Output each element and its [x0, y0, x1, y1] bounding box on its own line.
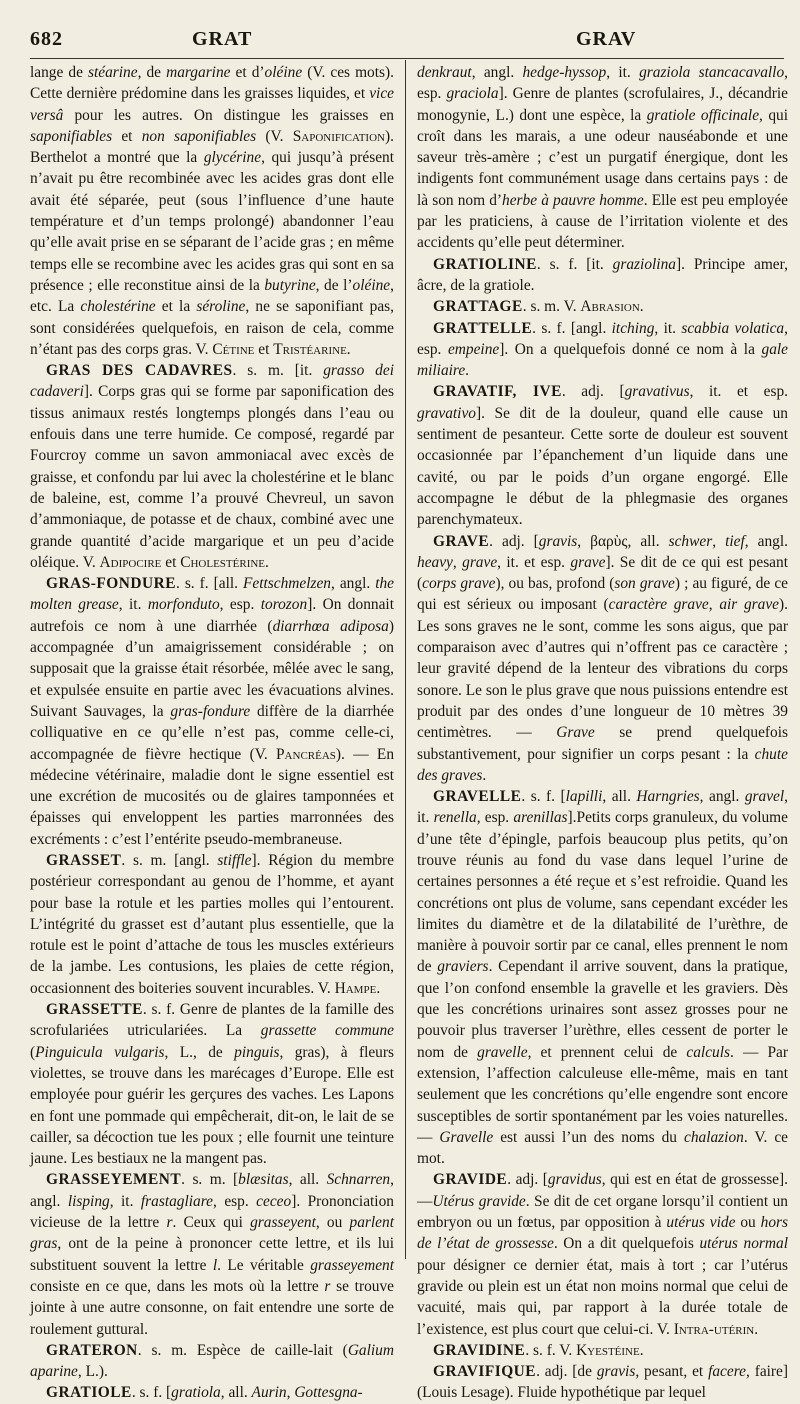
- header-right-word: GRAV: [576, 28, 637, 50]
- dictionary-entry: GRAS-FONDURE. s. f. [all. Fettschmelzen, angl. the molten grease, it. morfonduto, esp. torozon]. On donnait autrefois ce nom à une diarrhée (diarrhœa adiposa) accompagnée d’un amaigrissement considérable ; on supposait que la graisse était résorbée, mêlée avec le sang, et expulsée ensuite en partie avec les évacuations alvines. Suivant Sauvages, la gras-fondure diffère de la diarrhée colliquative en ce qu’elle n’est pas, comme celle-ci, accompagnée de fièvre hectique (V. Pancréas). — En médecine vétérinaire, maladie dont le signe essentiel est une excrétion de mucosités ou de glaires tamponnées et épaisses qui enveloppent les parties marronnées des excréments : c’est l’entérite pseudo-membraneuse.: [30, 575, 395, 848]
- running-header: [30, 28, 784, 58]
- dictionary-entry: GRAVELLE. s. f. [lapilli, all. Harngries, angl. gravel, it. renella, esp. arenillas].Petits corps granuleux, du volume d’une tête d’épingle, parfois beaucoup plus petits, qu’on trouve réunis au fond du vase dans lequel l’urine de certaines personnes a été reçue et s’est refroidie. Quand les concrétions ont plus de volume, sans cependant excéder les limites du diamètre et de la dilatabilité de l’urèthre, de manière à pouvoir sortir par ce canal, elles prennent le nom de graviers. Cependant il arrive souvent, dans la pratique, que l’on confond ensemble la gravelle et les graviers. Dès que les concrétions urinaires sont assez grosses pour ne pouvoir plus traverser l’urèthre, elles cessent de porter le nom de gravelle, et prennent celui de calculs. — Par extension, l’affection calculeuse elle-même, mais en tant seulement que les concrétions qu’elle engendre sont encore susceptibles de sortir spontanément par les voies naturelles. — Gravelle est aussi l’un des noms du chalazion. V. ce mot.: [417, 788, 788, 1168]
- dictionary-entry: GRAVIDE. adj. [gravidus, qui est en état de grossesse]. —Utérus gravide. Se dit de cet organe lorsqu’il contient un embryon ou un fœtus, par opposition à utérus vide ou hors de l’état de grossesse. On a dit quelquefois utérus normal pour désigner ce dernier état, mais à tort ; car l’utérus gravide ou plein est un état non moins normal que celui de vacuité, mais qui, par rapport à la durée totale de l’existence, est plus court que celui-ci. V. Intra-utérin.: [417, 1171, 788, 1338]
- dictionary-entry: GRASSETTE. s. f. Genre de plantes de la famille des scrofulariées utriculariées. La grassette commune (Pinguicula vulgaris, L., de pinguis, gras), à fleurs violettes, se trouve dans les marécages d’Europe. Elle est employée pour guérir les gerçures des vaches. Les Lapons en font une pommade qui empêcherait, dit-on, le lait de se cailler, sa décoction tue les poux ; elle fournit une teinture jaune. Les bestiaux ne la mangent pas.: [30, 1001, 394, 1168]
- dictionary-entry: GRASSET. s. m. [angl. stiffle]. Région du membre postérieur correspondant au genou de l’homme, et ayant pour base la rotule et les parties molles qui l’entourent. L’intégrité du grasset est d’autant plus essentielle, que la rotule est le point d’attache de tous les muscles extérieurs de la jambe. Les contusions, les plaies de cette région, occasionnent des boiteries souvent incurables. V. Hampe.: [30, 851, 394, 997]
- dictionary-entry: GRATTELLE. s. f. [angl. itching, it. scabbia volatica, esp. empeine]. On a quelquefois donné ce nom à la gale miliaire.: [417, 319, 788, 380]
- column-divider: [405, 60, 406, 1259]
- right-column: [417, 62, 789, 1402]
- dictionary-entry: GRAVATIF, IVE. adj. [gravativus, it. et esp. gravativo]. Se dit de la douleur, quand elle cause un sentiment de pesanteur. Cette sorte de douleur est souvent occasionnée par l’épanchement d’un liquide dans une cavité, ou par le poids d’un organe engorgé. Elle accompagne le début de la phlegmasie des organes parenchymateux.: [417, 383, 789, 529]
- dictionary-entry: GRAS DES CADAVRES. s. m. [it. grasso dei cadaveri]. Corps gras qui se forme par saponification des tissus animaux restés longtemps plongés dans l’eau ou enfouis dans une terre humide. Ce composé, regardé par Fourcroy comme un savon ammoniacal avec excès de graisse, et confondu par lui avec la cholestérine et le blanc de baleine, est, comme l’a prouvé Chevreul, un savon d’ammoniaque, de potasse et de chaux, combiné avec une grande quantité d’acide margarique et un peu d’acide oléique. V. Adipocire et Cholestérine.: [30, 362, 394, 571]
- dictionary-entry: denkraut, angl. hedge-hyssop, it. graziola stancacavallo, esp. graciola]. Genre de plantes (scrofulaires, J., décandrie monogynie, L.) dont une espèce, la gratiole officinale, qui croît dans les marais, a une odeur nauséabonde et une saveur très-amère ; c’est un purgatif énergique, dont les indigents font communément usage dans certains pays : de là son nom d’herbe à pauvre homme. Elle est peu employée par les praticiens, à cause de l’irritation violente et des accidents qu’elle peut déterminer.: [417, 64, 788, 252]
- dictionary-entry: GRATIOLE. s. f. [gratiola, all. Aurin, Gottesgna-: [46, 1384, 363, 1402]
- dictionary-entry: GRATIOLINE. s. f. [it. graziolina]. Principe amer, âcre, de la gratiole.: [417, 255, 788, 294]
- dictionary-entry: lange de stéarine, de margarine et d’oléine (V. ces mots). Cette dernière prédomine dans les graisses liquides, et vice versâ pour les autres. On distingue les graisses en saponifiables et non saponifiables (V. Saponification). Berthelot a montré que la glycérine, qui jusqu’à présent n’avait pu être recombinée avec les acides gras dont elle avait été séparée, peut (sous l’influence d’une haute température et d’un temps prolongé) abandonner l’eau qu’elle avait prise en se séparant de l’acide gras ; en même temps elle se recombine avec les acides gras qui sont en sa présence ; elle reconstitue ainsi de la butyrine, de l’oléine, etc. La cholestérine et la séroline, ne se saponifiant pas, sont considérées quelquefois, en raison de cela, comme n’étant pas des corps gras. V. Cétine et Tristéarine.: [30, 64, 395, 358]
- left-column: [30, 62, 395, 1402]
- dictionary-entry: GRATTAGE. s. m. V. Abrasion.: [433, 298, 644, 316]
- dictionary-entry: GRATERON. s. m. Espèce de caille-lait (Galium aparine, L.).: [30, 1341, 394, 1381]
- dictionary-entry: GRAVIFIQUE. adj. [de gravis, pesant, et facere, faire] (Louis Lesage). Fluide hypothétique par lequel: [417, 1363, 789, 1402]
- dictionary-entry: GRAVIDINE. s. f. V. Kyestéine.: [433, 1341, 644, 1359]
- dictionary-entry: GRAVE. adj. [gravis, βαρὺς, all. schwer, tief, angl. heavy, grave, it. et esp. grave]. Se dit de ce qui est pesant (corps grave), ou bas, profond (son grave) ; au figuré, de ce qui est sérieux ou imposant (caractère grave, air grave). Les sons graves ne le sont, comme les sons aigus, que par comparaison avec d’autres qui n’offrent pas ce caractère ; leur gravité dépend de la lenteur des vibrations du corps sonore. Le son le plus grave que nous puissions entendre est produit par des ondes d’une longueur de 10 mètres 39 centimètres. — Grave se prend quelquefois substantivement, pour signifier un corps pesant : la chute des graves.: [417, 532, 788, 784]
- header-left-word: GRAT: [192, 28, 253, 50]
- page-number: 682: [30, 28, 63, 50]
- dictionary-entry: GRASSEYEMENT. s. m. [blæsitas, all. Schnarren, angl. lisping, it. frastagliare, esp. ceceo]. Prononciation vicieuse de la lettre r. Ceux qui grasseyent, ou parlent gras, ont de la peine à prononcer cette lettre, et ils lui substituent souvent la lettre l. Le véritable grasseyement consiste en ce que, dans les mots où la lettre r se trouve jointe à une autre consonne, on fait entendre une sorte de roulement guttural.: [30, 1171, 395, 1338]
- header-rule: [30, 58, 784, 59]
